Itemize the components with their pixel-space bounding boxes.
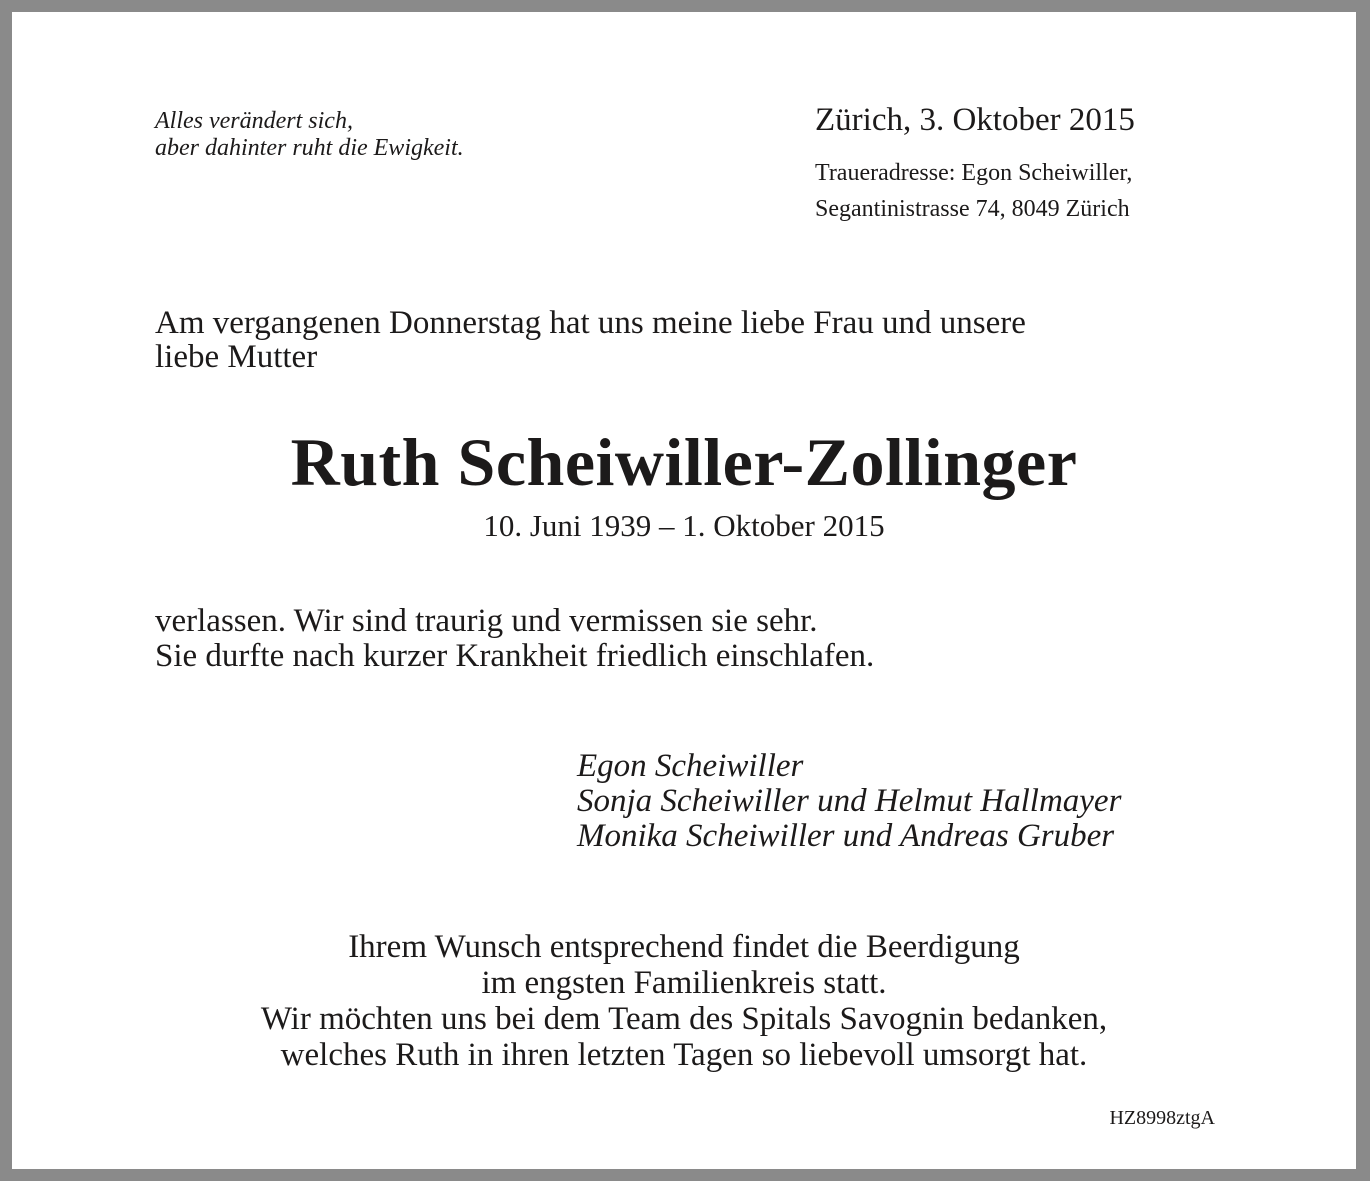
mourning-line: verlassen. Wir sind traurig und vermissen sie sehr.: [155, 603, 818, 639]
intro-text: [155, 306, 1026, 374]
closing-line: welches Ruth in ihren letzten Tagen so liebevoll umsorgt hat.: [280, 1037, 1088, 1073]
reference-code: HZ8998ztgA: [1109, 1107, 1215, 1129]
closing-text: [12, 929, 1356, 1073]
signatory-line: Sonja Scheiwiller und Helmut Hallmayer: [577, 783, 1122, 819]
address-line: Segantinistrasse 74, 8049 Zürich: [815, 196, 1130, 222]
place-date: Zürich, 3. Oktober 2015: [815, 102, 1135, 138]
closing-line: Ihrem Wunsch entsprechend findet die Beerdigung: [348, 929, 1020, 965]
address-line: Traueradresse: Egon Scheiwiller,: [815, 160, 1133, 186]
mourning-line: Sie durfte nach kurzer Krankheit friedlich einschlafen.: [155, 638, 875, 674]
signatory-line: Egon Scheiwiller: [577, 748, 804, 784]
motto-line: Alles verändert sich,: [155, 108, 353, 134]
motto-line: aber dahinter ruht die Ewigkeit.: [155, 135, 464, 161]
obituary-notice: [12, 12, 1356, 1169]
intro-line: Am vergangenen Donnerstag hat uns meine liebe Frau und unsere: [155, 305, 1026, 341]
intro-line: liebe Mutter: [155, 339, 318, 375]
deceased-lifespan: 10. Juni 1939 – 1. Oktober 2015: [483, 508, 885, 543]
deceased-name: Ruth Scheiwiller-Zollinger: [290, 424, 1078, 500]
mourning-address: [815, 155, 1132, 227]
motto-quote: [155, 108, 464, 162]
closing-line: Wir möchten uns bei dem Team des Spitals Savognin bedanken,: [260, 1001, 1108, 1037]
signatories: [577, 749, 1121, 854]
closing-line: im engsten Familienkreis statt.: [481, 965, 887, 1001]
signatory-line: Monika Scheiwiller und Andreas Gruber: [577, 818, 1115, 854]
mourning-text: [155, 604, 874, 674]
